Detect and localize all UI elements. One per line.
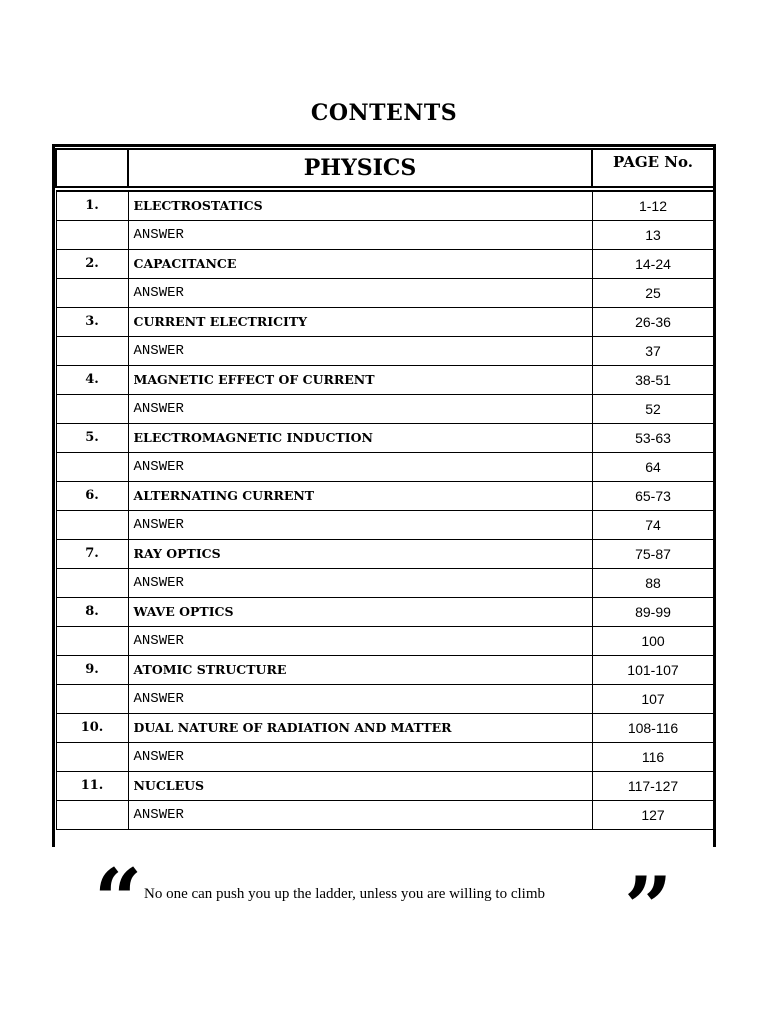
chapter-row [56,771,714,800]
answer-label: ANSWER [128,394,592,423]
chapter-number: 8. [56,597,128,626]
table-header-row [56,149,714,187]
chapter-pages: 14-24 [592,249,714,278]
chapter-row [56,539,714,568]
chapter-row [56,481,714,510]
chapter-row [56,597,714,626]
answer-number-cell [56,452,128,481]
answer-label: ANSWER [128,336,592,365]
chapter-number: 9. [56,655,128,684]
answer-label: ANSWER [128,220,592,249]
contents-body [56,191,714,829]
chapter-title: CAPACITANCE [128,249,592,278]
answer-page: 116 [592,742,714,771]
answer-label: ANSWER [128,800,592,829]
answer-row [56,684,714,713]
answer-number-cell [56,394,128,423]
answer-page: 37 [592,336,714,365]
chapter-pages: 108-116 [592,713,714,742]
answer-row [56,742,714,771]
chapter-number: 7. [56,539,128,568]
answer-label: ANSWER [128,452,592,481]
chapter-title: WAVE OPTICS [128,597,592,626]
answer-row [56,336,714,365]
answer-number-cell [56,568,128,597]
answer-row [56,394,714,423]
answer-page: 13 [592,220,714,249]
chapter-pages: 38-51 [592,365,714,394]
chapter-title: NUCLEUS [128,771,592,800]
answer-page: 127 [592,800,714,829]
answer-label: ANSWER [128,626,592,655]
answer-label: ANSWER [128,278,592,307]
chapter-number: 6. [56,481,128,510]
chapter-row [56,191,714,220]
chapter-pages: 117-127 [592,771,714,800]
answer-number-cell [56,626,128,655]
answer-row [56,568,714,597]
answer-row [56,452,714,481]
answer-number-cell [56,684,128,713]
chapter-row [56,365,714,394]
chapter-title: ELECTROMAGNETIC INDUCTION [128,423,592,452]
chapter-row [56,423,714,452]
answer-number-cell [56,510,128,539]
chapter-title: CURRENT ELECTRICITY [128,307,592,336]
chapter-row [56,655,714,684]
answer-number-cell [56,220,128,249]
chapter-title: ALTERNATING CURRENT [128,481,592,510]
chapter-title: DUAL NATURE OF RADIATION AND MATTER [128,713,592,742]
answer-number-cell [56,336,128,365]
open-quote-icon: “ [94,850,143,949]
chapter-pages: 26-36 [592,307,714,336]
chapter-number: 1. [56,191,128,220]
answer-page: 107 [592,684,714,713]
chapter-pages: 1-12 [592,191,714,220]
answer-row [56,220,714,249]
chapter-number: 3. [56,307,128,336]
chapter-title: MAGNETIC EFFECT OF CURRENT [128,365,592,394]
chapter-pages: 101-107 [592,655,714,684]
chapter-pages: 53-63 [592,423,714,452]
answer-row [56,510,714,539]
answer-number-cell [56,800,128,829]
close-quote-icon: ” [624,858,673,957]
chapter-pages: 65-73 [592,481,714,510]
header-number-cell [56,149,128,187]
answer-page: 74 [592,510,714,539]
chapter-row [56,307,714,336]
chapter-number: 4. [56,365,128,394]
page-number-heading: PAGE No. [592,149,714,187]
answer-label: ANSWER [128,684,592,713]
answer-page: 100 [592,626,714,655]
chapter-number: 10. [56,713,128,742]
chapter-title: ATOMIC STRUCTURE [128,655,592,684]
chapter-title: RAY OPTICS [128,539,592,568]
chapter-row [56,249,714,278]
answer-label: ANSWER [128,510,592,539]
answer-row [56,626,714,655]
answer-page: 64 [592,452,714,481]
chapter-pages: 89-99 [592,597,714,626]
contents-table [55,148,715,830]
page-title: CONTENTS [310,100,458,126]
answer-page: 52 [592,394,714,423]
chapter-number: 5. [56,423,128,452]
answer-page: 88 [592,568,714,597]
answer-page: 25 [592,278,714,307]
chapter-pages: 75-87 [592,539,714,568]
subject-heading: PHYSICS [128,149,592,187]
answer-number-cell [56,742,128,771]
chapter-row [56,713,714,742]
chapter-number: 2. [56,249,128,278]
answer-label: ANSWER [128,742,592,771]
answer-number-cell [56,278,128,307]
chapter-title: ELECTROSTATICS [128,191,592,220]
answer-row [56,800,714,829]
answer-label: ANSWER [128,568,592,597]
chapter-number: 11. [56,771,128,800]
answer-row [56,278,714,307]
motivational-quote [94,850,694,957]
quote-text: No one can push you up the ladder, unless you are willing to climb [144,886,545,902]
